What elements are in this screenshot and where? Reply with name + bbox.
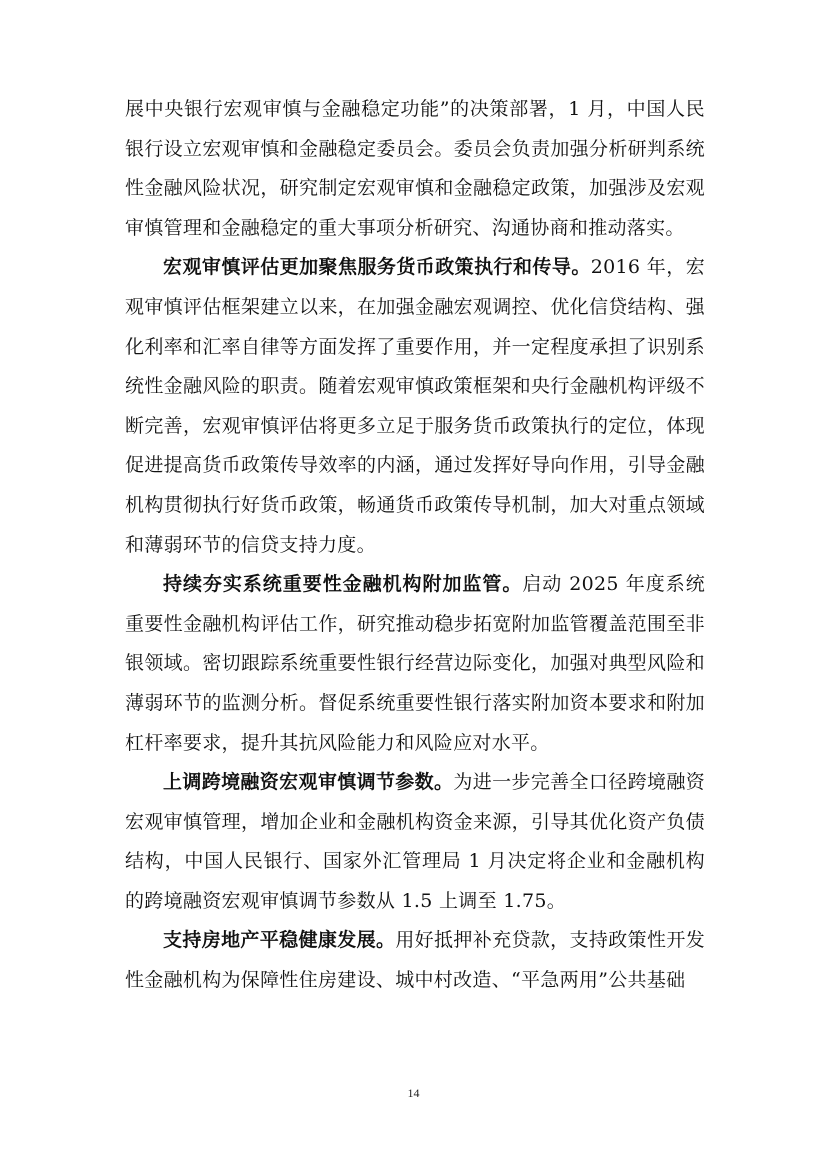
paragraph-body: 展中央银行宏观审慎与金融稳定功能”的决策部署，1 月，中国人民银行设立宏观审慎和金融稳定委员会。委员会负责加强分析研判系统性金融风险状况，研究制定宏观审慎和金融稳定政策，加强涉及宏观审慎管理和金融稳定的重大事项分析研究、沟通协商和推动落实。 (125, 98, 705, 239)
body-text (125, 90, 705, 1001)
paragraph-systemic-institutions (125, 565, 705, 763)
paragraph-macroprudential-assessment (125, 248, 705, 565)
paragraph-body: 2016 年，宏观审慎评估框架建立以来，在加强金融宏观调控、优化信贷结构、强化利率和汇率自律等方面发挥了重要作用，并一定程度承担了识别系统性金融风险的职责。随着宏观审慎政策框架和央行金融机构评级不断完善，宏观审慎评估将更多立足于服务货币政策执行的定位，体现促进提高货币政策传导效率的内涵，通过发挥好导向作用，引导金融机构贯彻执行好货币政策，畅通货币政策传导机制，加大对重点领域和薄弱环节的信贷支持力度。 (125, 256, 705, 556)
paragraph-heading: 宏观审慎评估更加聚焦服务货币政策执行和传导。 (163, 256, 591, 279)
paragraph-heading: 持续夯实系统重要性金融机构附加监管。 (163, 573, 523, 596)
paragraph-heading: 支持房地产平稳健康发展。 (163, 929, 396, 952)
paragraph-body: 用好抵押补充贷款，支持政策性开发性金融机构为保障性住房建设、城中村改造、“平急两用”公共基础 (125, 929, 705, 992)
paragraph-continuation (125, 90, 705, 248)
paragraph-heading: 上调跨境融资宏观审慎调节参数。 (163, 771, 454, 794)
paragraph-cross-border-financing (125, 763, 705, 921)
page-number: 14 (407, 1086, 420, 1100)
paragraph-real-estate (125, 921, 705, 1000)
paragraph-body: 启动 2025 年度系统重要性金融机构评估工作，研究推动稳步拓宽附加监管覆盖范围至非银领域。密切跟踪系统重要性银行经营边际变化，加强对典型风险和薄弱环节的监测分析。督促系统重要性银行落实附加资本要求和附加杠杆率要求，提升其抗风险能力和风险应对水平。 (125, 573, 705, 754)
paragraph-body: 为进一步完善全口径跨境融资宏观审慎管理，增加企业和金融机构资金来源，引导其优化资产负债结构，中国人民银行、国家外汇管理局 1 月决定将企业和金融机构的跨境融资宏观审慎调节参数从 1.5 上调至 1.75。 (125, 771, 705, 912)
